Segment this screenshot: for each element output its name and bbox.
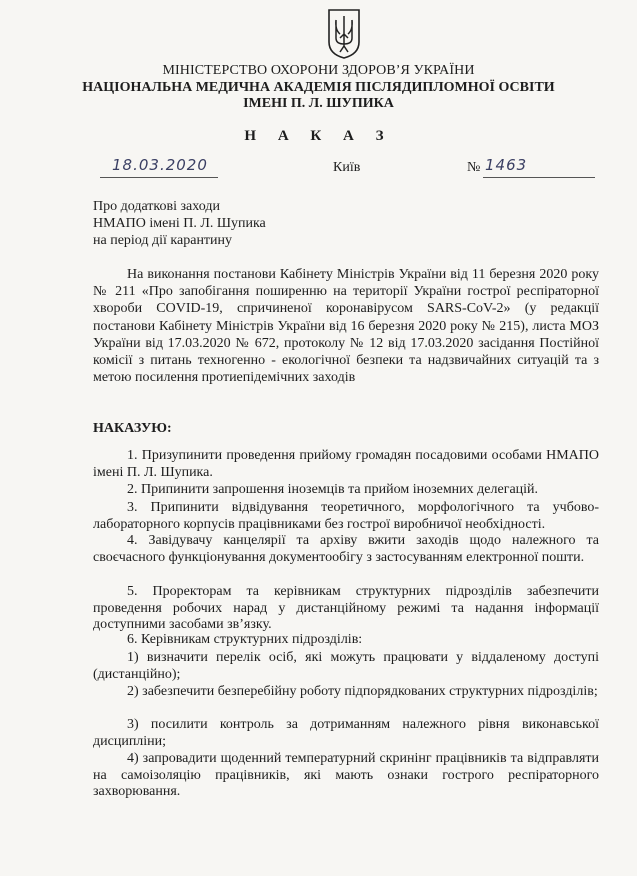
order-heading: НАКАЗУЮ:	[93, 421, 172, 436]
subject-line: Про додаткові заходи	[93, 199, 220, 214]
handwritten-number: 1463	[485, 156, 528, 174]
order-subitem-3: 3) посилити контроль за дотриманням належного рівня виконавської дисципліни;	[93, 717, 599, 749]
order-item-5: 5. Проректорам та керівникам структурних підрозділів забезпечити проведення робочих нарад у дистанційному режимі та надання інформації доступними засобами зв’язку.	[93, 584, 599, 632]
order-item-3: 3. Припинити відвідування теоретичного, морфологічного та учбово-лабораторного корпусів працівниками без гострої виробничої необхідності.	[93, 500, 599, 532]
date-field	[100, 157, 218, 178]
trident-emblem-icon	[327, 8, 361, 60]
order-subject	[93, 198, 266, 249]
number-field	[483, 157, 595, 178]
order-item-1: 1. Призупинити проведення прийому громадян посадовими особами НМАПО імені П. Л. Шупика.	[93, 448, 599, 480]
subject-line: НМАПО імені П. Л. Шупика	[93, 216, 266, 231]
order-subitem-1: 1) визначити перелік осіб, які можуть працювати у віддаленому доступі (дистанційно);	[93, 650, 599, 682]
document-type-title: Н А К А З	[244, 128, 393, 144]
city-label: Київ	[333, 160, 361, 175]
academy-name-line1: НАЦІОНАЛЬНА МЕДИЧНА АКАДЕМІЯ ПІСЛЯДИПЛОМНОЇ ОСВІТИ	[82, 80, 555, 95]
subject-line: на період дії карантину	[93, 233, 233, 248]
preamble-paragraph: На виконання постанови Кабінету Міністрів України від 11 березня 2020 року № 211 «Про запобігання поширенню на території України гострої респіраторної хвороби COVID-19, спричиненої коронавірусом SARS-CoV-2» (у редакції постанови Кабінету Міністрів України від 16 березня 2020 року № 215), листа МОЗ України від 17.03.2020 № 672, протоколу № 12 від 17.03.2020 засідання Постійної комісії з питань техногенно - екологічної безпеки та надзвичайних ситуацій та з метою посилення протиепідемічних заходів	[93, 267, 599, 386]
ministry-name: МІНІСТЕРСТВО ОХОРОНИ ЗДОРОВ’Я УКРАЇНИ	[162, 63, 475, 78]
order-subitem-4: 4) запровадити щоденний температурний скринінг працівників та відправляти на самоізоляцію працівників, які мають ознаки гострого респіраторного захворювання.	[93, 751, 599, 799]
number-label: №	[467, 160, 481, 175]
handwritten-date: 18.03.2020	[112, 156, 208, 174]
order-item-4: 4. Завідувачу канцелярії та архіву вжити заходів щодо належного та своєчасного функціонування документообігу з застосуванням електронної пошти.	[93, 533, 599, 565]
order-item-2: 2. Припинити запрошення іноземців та прийом іноземних делегацій.	[127, 482, 539, 497]
academy-name-line2: ІМЕНІ П. Л. ШУПИКА	[243, 96, 394, 111]
order-subitem-2: 2) забезпечити безперебійну роботу підпорядкованих структурних підрозділів;	[127, 684, 598, 699]
order-item-6: 6. Керівникам структурних підрозділів:	[127, 632, 363, 647]
